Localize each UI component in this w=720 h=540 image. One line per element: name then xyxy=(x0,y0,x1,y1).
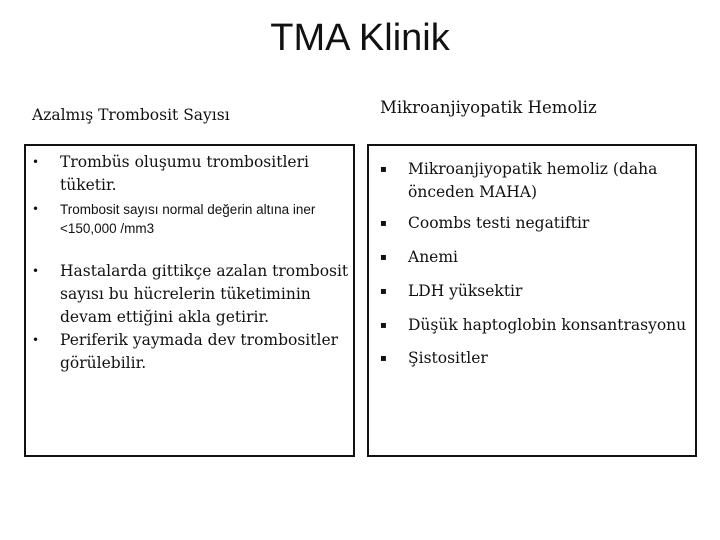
list-item-text: Trombosit sayısı normal değerin altına iner <150,000 /mm3 xyxy=(60,202,316,236)
list-item-text: Şistositler xyxy=(408,349,488,367)
square-bullet-icon: ▪ xyxy=(380,320,387,331)
right-column-heading: Mikroanjiyopatik Hemoliz xyxy=(380,98,597,117)
square-bullet-icon: ▪ xyxy=(380,218,387,229)
list-item-text: Hastalarda gittikçe azalan trombosit sayısı bu hücrelerin tüketiminin devam ettiğini akla getirir. xyxy=(60,262,349,326)
list-item-text: Coombs testi negatiftir xyxy=(408,214,590,232)
list-item-text: Düşük haptoglobin konsantrasyonu xyxy=(408,316,687,334)
slide-title: TMA Klinik xyxy=(270,17,450,59)
list-item-text: Periferik yaymada dev trombositler görülebilir. xyxy=(60,331,339,372)
bullet-icon: • xyxy=(32,333,40,347)
bullet-icon: • xyxy=(32,155,40,169)
square-bullet-icon: ▪ xyxy=(380,353,387,364)
bullet-icon: • xyxy=(32,202,40,216)
list-item-text: Anemi xyxy=(408,248,459,266)
list-item-text: LDH yüksektir xyxy=(408,282,523,300)
square-bullet-icon: ▪ xyxy=(380,252,387,263)
square-bullet-icon: ▪ xyxy=(380,164,387,175)
list-item-text: Trombüs oluşumu trombositleri tüketir. xyxy=(60,153,309,194)
square-bullet-icon: ▪ xyxy=(380,286,387,297)
bullet-icon: • xyxy=(32,264,40,278)
left-column-heading: Azalmış Trombosit Sayısı xyxy=(32,106,230,124)
list-item-text: Mikroanjiyopatik hemoliz (daha önceden MAHA) xyxy=(408,160,658,201)
